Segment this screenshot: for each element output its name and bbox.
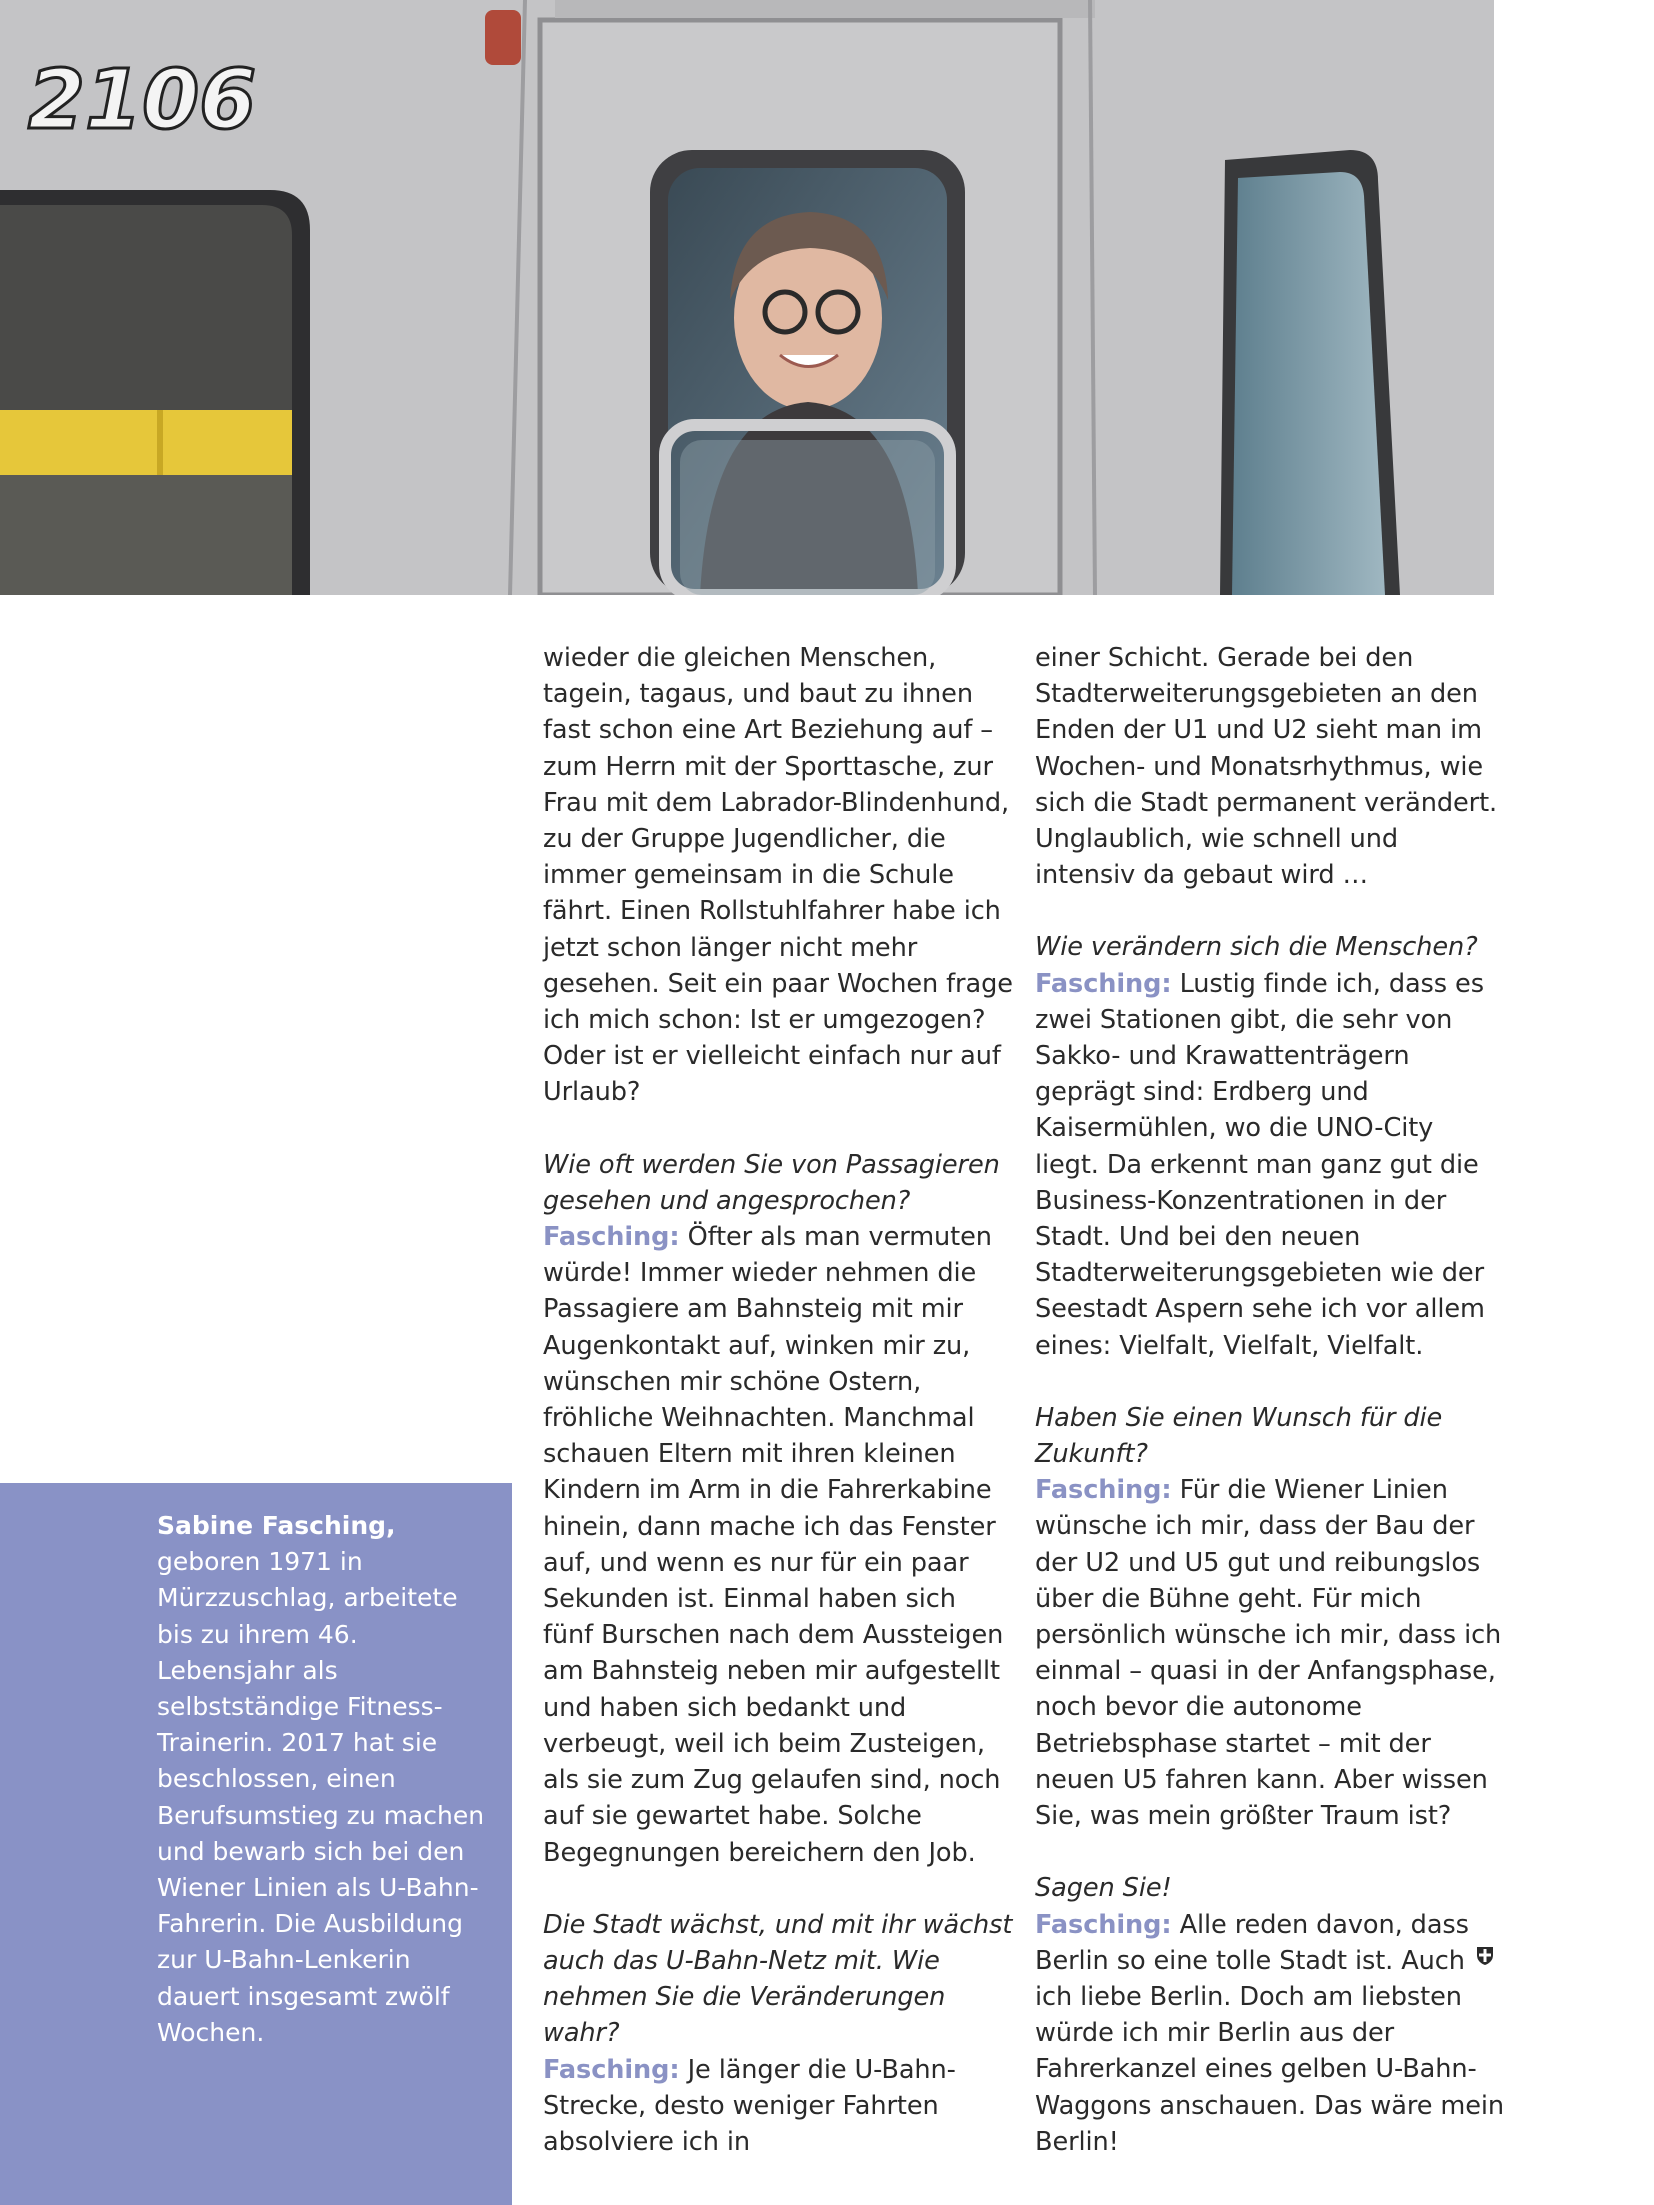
qa-block xyxy=(543,1147,1013,1871)
paragraph xyxy=(543,640,1013,1111)
answer: Öfter als man vermuten würde! Immer wieder nehmen die Passagiere am Bahnsteig mit mir Augenkontakt auf, winken mir zu, wünschen mir schöne Ostern, fröhliche Weihnachten. Manchmal schauen Eltern mit ihren kleinen Kindern im Arm in die Fahrerkabine hinein, dann mache ich das Fenster auf, und wenn es nur für ein paar Sekunden ist. Einmal haben sich fünf Burschen nach dem Aussteigen am Bahnsteig neben mir aufgestellt und haben sich bedankt und verbeugt, weil ich beim Zusteigen, als sie zum Zug gelaufen sind, noch auf sie gewartet habe. Solche Begegnungen bereichern den Job. xyxy=(543,1222,1004,1868)
speaker-label: Fasching: xyxy=(543,1222,680,1253)
answer-continued: einer Schicht. Gerade bei den Stadterweiterungsgebieten an den Enden der U1 und U2 sieht man im Wochen- und Monatsrhythmus, wie sich die Stadt permanent verändert. Unglaublich, wie schnell und intensiv da gebaut wird … xyxy=(1035,643,1498,891)
qa-block xyxy=(1035,1870,1505,2160)
article-column-2 xyxy=(1035,640,1505,2196)
bio-box xyxy=(157,1508,487,2051)
qa-block xyxy=(543,1907,1013,2160)
bio-text: geboren 1971 in Mürzzuschlag, arbeitete bis zu ihrem 46. Lebensjahr als selbstständige Fitness-Trainerin. 2017 hat sie beschlossen, einen Berufsumstieg zu machen und bewarb sich bei den Wiener Linien als U-Bahn-Fahrerin. Die Ausbildung zur U-Bahn-Lenkerin dauert insgesamt zwölf Wochen. xyxy=(157,1547,485,2047)
qa-block xyxy=(1035,1400,1505,1834)
header-photo xyxy=(0,0,1494,595)
question: Haben Sie einen Wunsch für die Zukunft? xyxy=(1035,1402,1443,1470)
train-illustration xyxy=(0,0,1494,595)
article-column-1 xyxy=(543,640,1013,2196)
question: Die Stadt wächst, und mit ihr wächst auch das U-Bahn-Netz mit. Wie nehmen Sie die Veränderungen wahr? xyxy=(543,1909,1013,2049)
speaker-label: Fasching: xyxy=(543,2054,680,2085)
speaker-label: Fasching: xyxy=(1035,968,1172,999)
question: Sagen Sie! xyxy=(1035,1873,1172,1904)
speaker-label: Fasching: xyxy=(1035,1909,1172,1940)
question: Wie verändern sich die Menschen? xyxy=(1035,932,1478,963)
qa-block xyxy=(1035,929,1505,1363)
answer: Lustig finde ich, dass es zwei Stationen gibt, die sehr von Sakko- und Krawattenträgern geprägt sind: Erdberg und Kaisermühlen, wo die UNO-City liegt. Da erkennt man ganz gut die Business-Konzentrationen in der Stadt. Und bei den neuen Stadterweiterungsgebieten wie der Seestadt Aspern sehe ich vor allem eines: Vielfalt, Vielfalt, Vielfalt. xyxy=(1035,968,1485,1361)
paragraph xyxy=(1035,640,1505,893)
answer: Alle reden davon, dass Berlin so eine tolle Stadt ist. Auch ich liebe Berlin. Doch am liebsten würde ich mir Berlin aus der Fahrerkanzel eines gelben U-Bahn-Waggons anschauen. Das wäre mein Berlin! xyxy=(1035,1909,1504,2157)
article-end-shield-icon xyxy=(1476,1946,1494,1966)
answer-part: Je länger die U-Bahn-Strecke, desto weniger Fahrten absolviere ich in xyxy=(543,2054,956,2157)
bio-name: Sabine Fasching, xyxy=(157,1511,396,1540)
speaker-label: Fasching: xyxy=(1035,1475,1172,1506)
paragraph-text: wieder die gleichen Menschen, tagein, tagaus, und baut zu ihnen fast schon eine Art Beziehung auf – zum Herrn mit der Sporttasche, zur Frau mit dem Labrador-Blindenhund, zu der Gruppe Jugendlicher, die immer gemeinsam in die Schule fährt. Einen Rollstuhlfahrer habe ich jetzt schon länger nicht mehr gesehen. Seit ein paar Wochen frage ich mich schon: Ist er umgezogen? Oder ist er vielleicht einfach nur auf Urlaub? xyxy=(543,643,1013,1108)
train-number: 2106 xyxy=(28,53,257,148)
question: Wie oft werden Sie von Passagieren gesehen und angesprochen? xyxy=(543,1149,1000,1216)
answer: Für die Wiener Linien wünsche ich mir, dass der Bau der der U2 und U5 gut und reibungslos über die Bühne geht. Für mich persönlich wünsche ich mir, dass ich einmal – quasi in der Anfangsphase, noch bevor die autonome Betriebsphase startet – mit der neuen U5 fahren kann. Aber wissen Sie, was mein größter Traum ist? xyxy=(1035,1475,1502,1832)
